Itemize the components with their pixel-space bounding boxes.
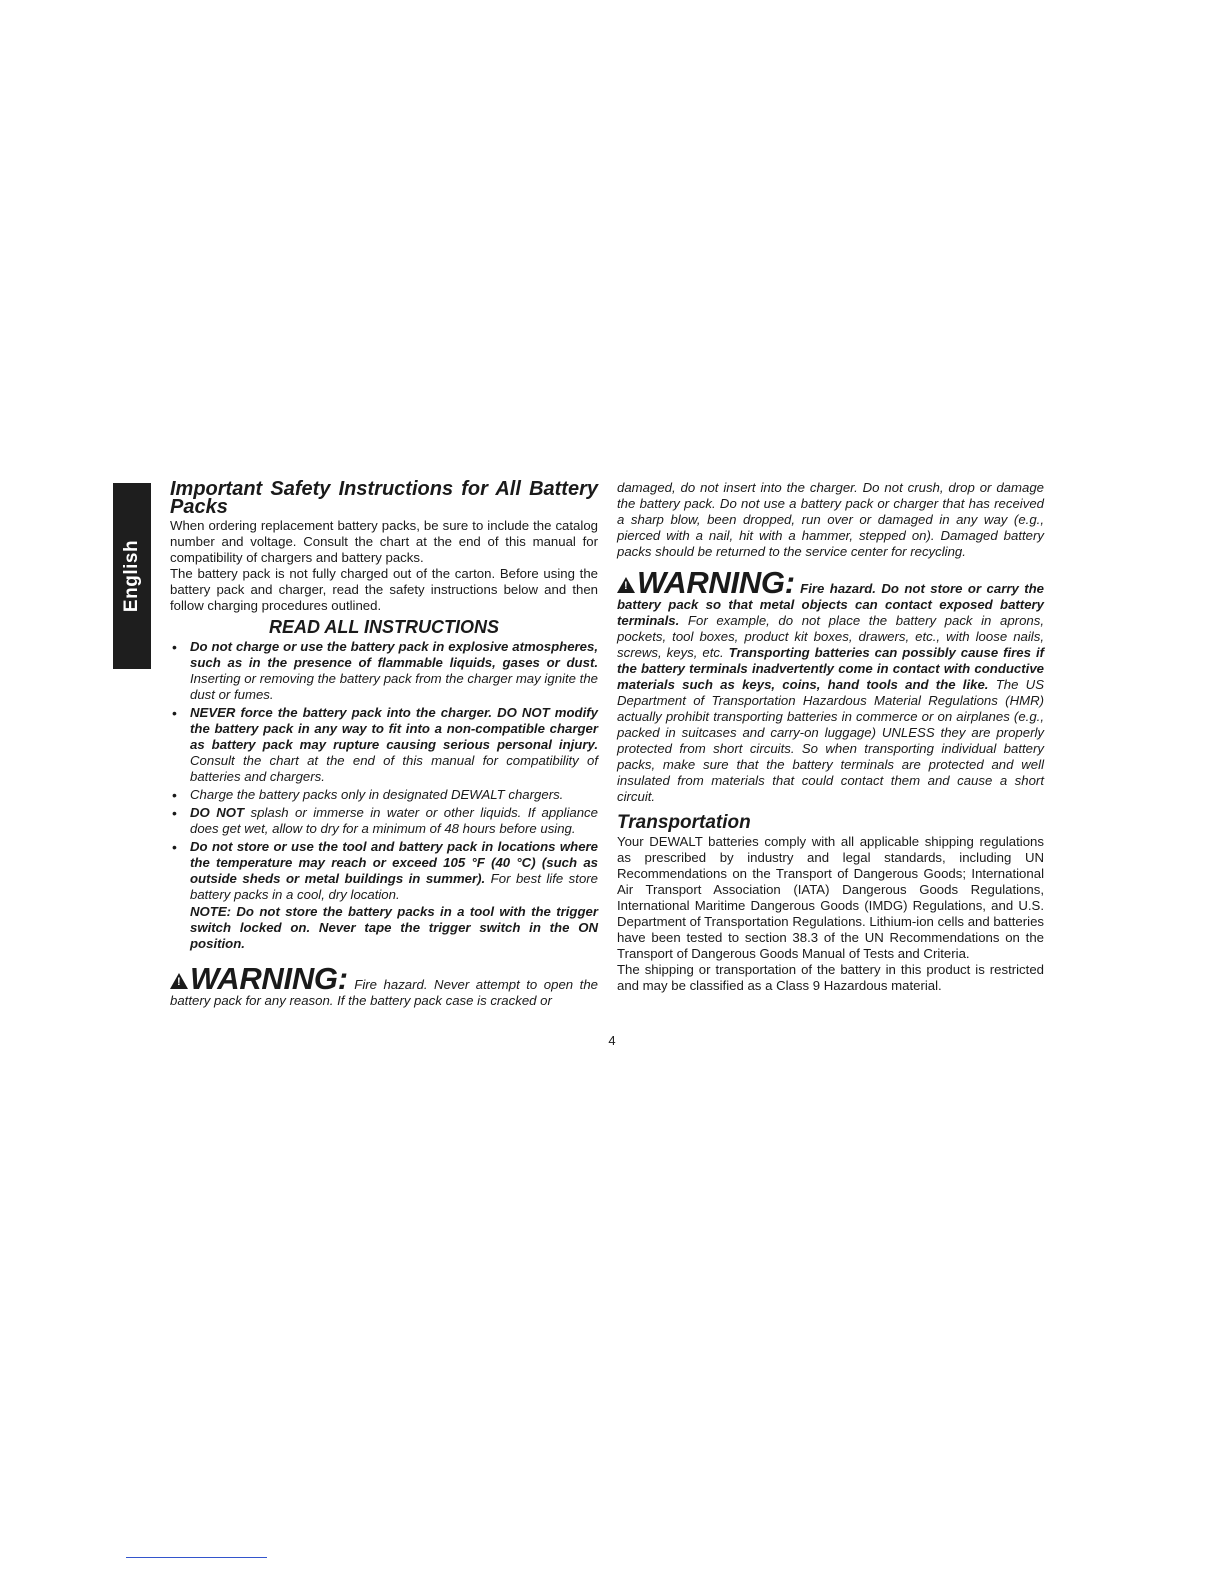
warning-label: WARNING: xyxy=(190,961,348,996)
section-heading-transportation: Transportation xyxy=(617,812,751,833)
left-column xyxy=(170,480,598,1009)
language-tab xyxy=(113,483,151,669)
safety-bullet: • Do not store or use the tool and battery pack in locations where the temperature may reach or exceed 105 °F (40 °C) (such as outside sheds or metal buildings in summer). For best life store battery packs in a cool, dry location. NOTE: Do not store the battery packs in a tool with the trigger switch locked on. Never tape the trigger switch in the ON position. xyxy=(170,839,598,952)
read-all-instructions-heading: READ ALL INSTRUCTIONS xyxy=(268,617,499,637)
right-column xyxy=(617,480,1044,994)
footer-rule xyxy=(126,1557,267,1558)
warning-terminals: !WARNING: Fire hazard. Do not store or carry the battery pack so that metal objects can contact exposed battery terminals. For example, do not place the battery pack in aprons, pockets, tool boxes, product kit boxes, drawers, etc., with loose nails, screws, keys, etc. Transporting batteries can possibly cause fires if the battery terminals inadvertently come in contact with conductive materials such as keys, coins, hand tools and the like. The US Department of Transportation Hazardous Material Regulations (HMR) actually prohibit transporting batteries in commerce or on airplanes (e.g., packed in suitcases and carry-on luggage) UNLESS they are properly protected from short circuits. So when transporting individual battery packs, make sure that the battery terminals are protected and well insulated from materials that could contact them and cause a short circuit. xyxy=(617,570,1044,805)
warning-triangle-icon xyxy=(170,973,188,989)
page-number: 4 xyxy=(608,1033,616,1048)
language-tab-label: English xyxy=(121,539,142,613)
transport-paragraph-1: Your DEWALT batteries comply with all applicable shipping regulations as prescribed by industry and legal standards, including UN Recommendations on the Transport of Dangerous Goods; International Air Transport Association (IATA) Dangerous Goods Regulations, International Maritime Dangerous Goods (IMDG) Regulations, and U.S. Department of Transportation Regulations. Lithium-ion cells and batteries have been tested to section 38.3 of the UN Recommendations on the Transport of Dangerous Goods Manual of Tests and Criteria. xyxy=(617,834,1044,961)
warning-label: WARNING: xyxy=(637,565,795,600)
transport-paragraph-2: The shipping or transportation of the battery in this product is restricted and may be classified as a Class 9 Hazardous material. xyxy=(617,962,1044,993)
safety-bullet: • Do not charge or use the battery pack in explosive atmospheres, such as in the presence of flammable liquids, gases or dust. Inserting or removing the battery pack from the charger may ignite the dust or fumes. xyxy=(170,639,598,703)
storage-note: NOTE: Do not store the battery packs in a tool with the trigger switch locked on. Never tape the trigger switch in the ON position. xyxy=(190,904,598,951)
safety-bullet: • DO NOT splash or immerse in water or other liquids. If appliance does get wet, allow to dry for a minimum of 48 hours before using. xyxy=(170,805,598,837)
warning-triangle-icon xyxy=(617,577,635,593)
intro-paragraph-1: When ordering replacement battery packs, be sure to include the catalog number and voltage. Consult the chart at the end of this manual for compatibility of chargers and battery packs. xyxy=(170,518,598,565)
safety-bullet: • NEVER force the battery pack into the charger. DO NOT modify the battery pack in any way to fit into a non-compatible charger as battery pack may rupture causing serious personal injury. Consult the chart at the end of this manual for compatibility of batteries and chargers. xyxy=(170,705,598,785)
safety-bullet: • Charge the battery packs only in designated DEWALT chargers. xyxy=(170,787,598,803)
continued-paragraph: damaged, do not insert into the charger. Do not crush, drop or damage the battery pack. Do not use a battery pack or charger that has received a sharp blow, been dropped, run over or damaged in any way (e.g., pierced with a nail, hit with a hammer, stepped on). Damaged battery packs should be returned to the service center for recycling. xyxy=(617,480,1044,559)
warning-open-pack: !WARNING: Fire hazard. Never attempt to open the battery pack for any reason. If the battery pack case is cracked or xyxy=(170,966,598,1009)
safety-bullet-list xyxy=(170,639,598,952)
intro-paragraph-2: The battery pack is not fully charged out of the carton. Before using the battery pack and charger, read the safety instructions below and then follow charging procedures outlined. xyxy=(170,566,598,613)
section-heading-safety: Important Safety Instructions for All Battery Packs xyxy=(170,478,598,518)
